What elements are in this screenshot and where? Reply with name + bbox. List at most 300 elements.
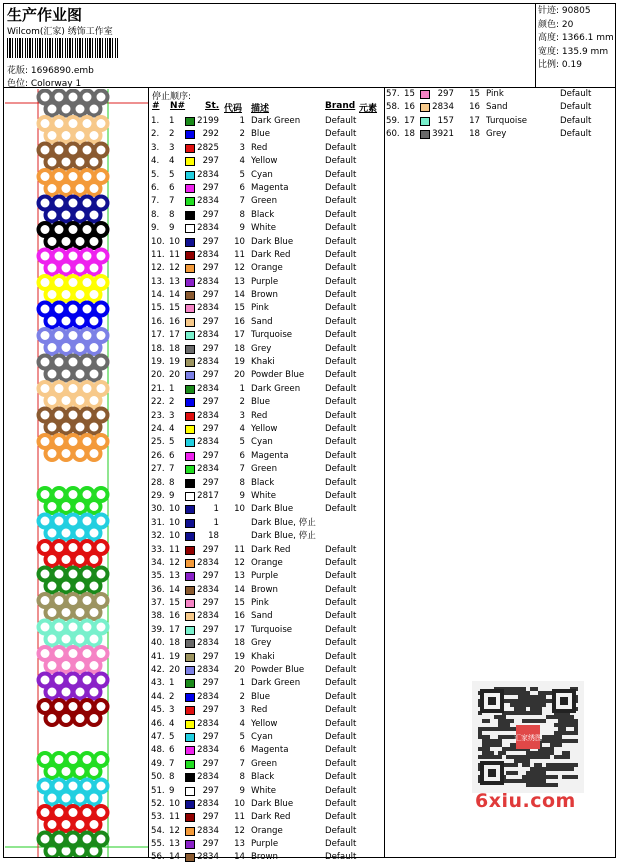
col-header-stitches: St. <box>205 101 220 111</box>
thread-brand: Default <box>325 651 357 662</box>
row-index: 42. <box>151 665 165 676</box>
stat-width: 宽度: 135.9 mm <box>538 46 609 57</box>
color-swatch <box>185 452 195 461</box>
needle-number: 4 <box>169 156 175 167</box>
row-index: 40. <box>151 638 165 649</box>
color-description: Blue <box>251 397 271 408</box>
stitch-count: 2834 <box>197 303 219 314</box>
color-swatch <box>185 171 195 180</box>
thread-brand: Default <box>325 276 357 287</box>
needle-number: 8 <box>169 209 175 220</box>
color-description: Pink <box>251 598 269 609</box>
row-index: 60. <box>386 129 400 140</box>
color-swatch <box>185 130 195 139</box>
thread-brand: Default <box>325 678 357 689</box>
stitch-count: 297 <box>202 839 219 850</box>
color-swatch <box>185 291 195 300</box>
stitch-count: 297 <box>202 705 219 716</box>
color-code: 1 <box>239 678 245 689</box>
color-swatch <box>185 733 195 742</box>
needle-number: 5 <box>169 169 175 180</box>
row-index: 47. <box>151 731 165 742</box>
row-index: 15. <box>151 303 165 314</box>
color-swatch <box>185 760 195 769</box>
color-description: Dark Blue, 停止 <box>251 531 316 542</box>
stitch-count: 292 <box>202 129 219 140</box>
col-header-desc: 描述 <box>251 104 270 114</box>
row-index: 41. <box>151 651 165 662</box>
preview-band <box>39 780 108 805</box>
needle-number: 13 <box>169 276 180 287</box>
thread-brand: Default <box>325 852 357 863</box>
stitch-count: 2834 <box>197 718 219 729</box>
color-swatch <box>185 653 195 662</box>
color-swatch <box>185 278 195 287</box>
row-index: 43. <box>151 678 165 689</box>
stitch-count: 2834 <box>197 611 219 622</box>
color-code: 16 <box>469 102 480 113</box>
page-title: 生产作业图 <box>7 6 83 24</box>
thread-brand: Default <box>325 638 357 649</box>
thread-brand: Default <box>560 89 592 99</box>
color-swatch <box>185 157 195 166</box>
needle-number: 13 <box>169 839 180 850</box>
color-code: 7 <box>239 758 245 769</box>
needle-number: 4 <box>169 718 175 729</box>
stitch-count: 1 <box>213 517 219 528</box>
stitch-count: 2834 <box>432 102 454 113</box>
stitch-count: 2825 <box>197 142 219 153</box>
preview-band <box>39 515 108 540</box>
stitch-count: 297 <box>202 156 219 167</box>
thread-brand: Default <box>325 665 357 676</box>
color-code: 17 <box>469 115 480 126</box>
stitch-count: 18 <box>208 531 219 542</box>
stitch-count: 297 <box>202 290 219 301</box>
color-code: 6 <box>239 182 245 193</box>
row-index: 57. <box>386 89 400 99</box>
needle-number: 9 <box>169 490 175 501</box>
thread-brand: Default <box>325 330 357 341</box>
color-code: 3 <box>239 410 245 421</box>
stitch-count: 2834 <box>197 169 219 180</box>
needle-number: 11 <box>169 544 180 555</box>
color-code: 4 <box>239 423 245 434</box>
stat-scale: 比例: 0.19 <box>538 60 582 70</box>
thread-brand: Default <box>325 423 357 434</box>
color-swatch <box>185 371 195 380</box>
row-index: 3. <box>151 142 160 153</box>
needle-number: 1 <box>169 383 175 394</box>
preview-band <box>39 568 108 593</box>
color-code: 7 <box>239 464 245 475</box>
row-index: 22. <box>151 397 165 408</box>
thread-brand: Default <box>325 584 357 595</box>
stitch-count: 1 <box>213 504 219 515</box>
color-swatch <box>185 304 195 313</box>
color-description: Dark Green <box>251 383 301 394</box>
color-swatch <box>185 626 195 635</box>
color-swatch <box>420 103 430 112</box>
needle-number: 10 <box>169 531 180 542</box>
col-header-num: N# <box>170 101 186 111</box>
preview-band <box>39 621 108 646</box>
needle-number: 20 <box>169 370 180 381</box>
color-code: 16 <box>234 316 245 327</box>
color-swatch <box>185 827 195 836</box>
preview-band <box>39 117 108 142</box>
needle-number: 1 <box>169 116 175 126</box>
color-code: 13 <box>234 276 245 287</box>
color-description: Orange <box>251 263 283 274</box>
color-description: White <box>251 490 276 501</box>
thread-brand: Default <box>325 490 357 501</box>
thread-brand: Default <box>325 450 357 461</box>
row-index: 36. <box>151 584 165 595</box>
needle-number: 3 <box>169 705 175 716</box>
color-description: Dark Blue <box>251 236 294 247</box>
color-code: 9 <box>239 490 245 501</box>
needle-number: 3 <box>169 410 175 421</box>
color-code: 14 <box>234 584 245 595</box>
row-index: 59. <box>386 115 400 126</box>
preview-band <box>39 488 108 513</box>
color-description: Black <box>251 772 275 783</box>
thread-brand: Default <box>325 812 357 823</box>
stitch-count: 2834 <box>197 357 219 368</box>
needle-number: 6 <box>169 182 175 193</box>
color-description: Brown <box>251 852 278 863</box>
color-code: 17 <box>234 330 245 341</box>
needle-number: 15 <box>169 598 180 609</box>
needle-number: 2 <box>169 691 175 702</box>
company-name: Wilcom(汇家) 绣饰工作室 <box>7 27 113 37</box>
stats-panel <box>538 5 614 73</box>
stitch-count: 297 <box>202 236 219 247</box>
color-swatch <box>420 117 430 126</box>
stitch-count: 2834 <box>197 638 219 649</box>
color-code: 2 <box>239 397 245 408</box>
stitch-count: 2834 <box>197 772 219 783</box>
color-swatch <box>185 840 195 849</box>
color-description: Magenta <box>251 745 289 756</box>
color-code: 5 <box>239 731 245 742</box>
row-index: 54. <box>151 825 165 836</box>
row-index: 23. <box>151 410 165 421</box>
thread-brand: Default <box>325 464 357 475</box>
needle-number: 15 <box>169 303 180 314</box>
stat-height: 高度: 1366.1 mm <box>538 33 614 43</box>
thread-brand: Default <box>325 758 357 769</box>
color-swatch <box>185 813 195 822</box>
color-swatch <box>420 90 430 99</box>
color-description: Cyan <box>251 731 273 742</box>
color-code: 10 <box>234 798 245 809</box>
stitch-count: 297 <box>202 785 219 796</box>
color-description: Magenta <box>251 182 289 193</box>
col-header-brand: Brand <box>325 101 356 111</box>
row-index: 53. <box>151 812 165 823</box>
color-swatch <box>185 586 195 595</box>
color-code: 4 <box>239 718 245 729</box>
needle-number: 16 <box>404 102 415 113</box>
needle-number: 16 <box>169 316 180 327</box>
color-swatch <box>185 853 195 862</box>
row-index: 9. <box>151 223 160 234</box>
color-description: Green <box>251 758 278 769</box>
stitch-count: 2834 <box>197 852 219 863</box>
color-code: 1 <box>239 383 245 394</box>
thread-brand: Default <box>325 357 357 368</box>
col-header-idx: # <box>152 101 160 111</box>
needle-number: 9 <box>169 223 175 234</box>
color-swatch <box>185 412 195 421</box>
color-description: Dark Red <box>251 249 291 260</box>
needle-number: 18 <box>169 638 180 649</box>
thread-brand: Default <box>325 209 357 220</box>
qr-code <box>472 681 584 793</box>
color-description: Purple <box>251 839 279 850</box>
color-swatch <box>185 666 195 675</box>
stitch-count: 2834 <box>197 665 219 676</box>
color-swatch <box>185 720 195 729</box>
color-description: Dark Blue <box>251 504 294 515</box>
needle-number: 10 <box>169 504 180 515</box>
stitch-count: 2834 <box>197 437 219 448</box>
thread-brand: Default <box>325 223 357 234</box>
row-index: 5. <box>151 169 160 180</box>
preview-band <box>39 144 108 169</box>
preview-band <box>39 806 108 831</box>
color-description: Red <box>251 410 268 421</box>
needle-number: 7 <box>169 758 175 769</box>
color-description: Red <box>251 142 268 153</box>
needle-number: 19 <box>169 357 180 368</box>
header-divider <box>3 87 616 88</box>
color-swatch <box>185 639 195 648</box>
thread-brand: Default <box>325 772 357 783</box>
color-description: Dark Green <box>251 678 301 689</box>
stitch-count: 297 <box>202 731 219 742</box>
color-description: Powder Blue <box>251 370 305 381</box>
color-description: Green <box>251 196 278 207</box>
thread-brand: Default <box>325 825 357 836</box>
thread-brand: Default <box>325 370 357 381</box>
color-code: 15 <box>234 303 245 314</box>
color-swatch <box>420 130 430 139</box>
thread-brand: Default <box>325 798 357 809</box>
row-index: 52. <box>151 798 165 809</box>
needle-number: 17 <box>404 115 415 126</box>
row-index: 14. <box>151 290 165 301</box>
color-description: Blue <box>251 129 271 140</box>
thread-brand: Default <box>560 115 592 126</box>
color-swatch <box>185 144 195 153</box>
row-index: 49. <box>151 758 165 769</box>
row-index: 35. <box>151 571 165 582</box>
thread-brand: Default <box>325 504 357 515</box>
thread-brand: Default <box>325 236 357 247</box>
preview-band <box>39 833 108 858</box>
needle-number: 12 <box>169 557 180 568</box>
barcode <box>7 38 119 58</box>
stitch-count: 297 <box>202 263 219 274</box>
needle-number: 9 <box>169 785 175 796</box>
thread-brand: Default <box>325 303 357 314</box>
needle-number: 6 <box>169 450 175 461</box>
stats-divider <box>535 3 536 88</box>
stitch-count: 2834 <box>197 584 219 595</box>
stat-stitches: 针迹: 90805 <box>538 6 591 16</box>
color-description: Turquoise <box>251 330 293 341</box>
thread-brand: Default <box>325 343 357 354</box>
color-swatch <box>185 612 195 621</box>
thread-brand: Default <box>325 705 357 716</box>
color-code: 13 <box>234 571 245 582</box>
preview-band <box>39 594 108 619</box>
color-description: Dark Red <box>251 544 291 555</box>
color-swatch <box>185 572 195 581</box>
preview-divider <box>148 87 149 858</box>
row-index: 28. <box>151 477 165 488</box>
thread-brand: Default <box>325 611 357 622</box>
color-code: 14 <box>234 290 245 301</box>
color-code: 18 <box>469 129 480 140</box>
color-code: 12 <box>234 557 245 568</box>
stitch-count: 297 <box>202 316 219 327</box>
stitch-count: 297 <box>437 89 454 99</box>
color-swatch <box>185 706 195 715</box>
color-description: Magenta <box>251 450 289 461</box>
color-code: 17 <box>234 624 245 635</box>
color-code: 10 <box>234 504 245 515</box>
color-swatch <box>185 238 195 247</box>
color-description: Dark Blue <box>251 798 294 809</box>
row-index: 18. <box>151 343 165 354</box>
preview-band <box>39 382 108 407</box>
row-index: 1. <box>151 116 160 126</box>
stitch-count: 2834 <box>197 464 219 475</box>
color-code: 10 <box>234 236 245 247</box>
row-index: 34. <box>151 557 165 568</box>
row-index: 50. <box>151 772 165 783</box>
stitch-count: 2834 <box>197 691 219 702</box>
row-index: 20. <box>151 370 165 381</box>
stitch-count: 2817 <box>197 490 219 501</box>
color-description: Turquoise <box>486 115 528 126</box>
stitch-count: 2834 <box>197 383 219 394</box>
stitch-count: 297 <box>202 423 219 434</box>
row-index: 31. <box>151 517 165 528</box>
color-swatch <box>185 197 195 206</box>
color-code: 13 <box>234 839 245 850</box>
stitch-count: 297 <box>202 598 219 609</box>
row-index: 6. <box>151 182 160 193</box>
row-index: 2. <box>151 129 160 140</box>
color-swatch <box>185 318 195 327</box>
color-swatch <box>185 425 195 434</box>
row-index: 39. <box>151 624 165 635</box>
color-code: 8 <box>239 477 245 488</box>
stitch-count: 297 <box>202 758 219 769</box>
row-index: 56. <box>151 852 165 863</box>
needle-number: 4 <box>169 423 175 434</box>
color-code: 2 <box>239 129 245 140</box>
thread-brand: Default <box>325 249 357 260</box>
stitch-count: 2834 <box>197 249 219 260</box>
stitch-count: 297 <box>202 370 219 381</box>
color-code: 11 <box>234 249 245 260</box>
colorway-label: 色位: Colorway 1 <box>7 79 82 89</box>
thread-brand: Default <box>325 383 357 394</box>
needle-number: 18 <box>169 343 180 354</box>
thread-brand: Default <box>325 731 357 742</box>
color-swatch <box>185 479 195 488</box>
color-swatch <box>185 398 195 407</box>
color-swatch <box>185 331 195 340</box>
row-index: 32. <box>151 531 165 542</box>
color-code: 19 <box>234 357 245 368</box>
needle-number: 12 <box>169 825 180 836</box>
row-index: 48. <box>151 745 165 756</box>
thread-brand: Default <box>325 290 357 301</box>
color-swatch <box>185 492 195 501</box>
stitch-count: 2834 <box>197 557 219 568</box>
color-description: Black <box>251 209 275 220</box>
stitch-count: 297 <box>202 397 219 408</box>
color-swatch <box>185 773 195 782</box>
thread-brand: Default <box>325 129 357 140</box>
color-description: Green <box>251 464 278 475</box>
row-index: 13. <box>151 276 165 287</box>
preview-band <box>39 223 108 248</box>
color-code: 6 <box>239 450 245 461</box>
qr-badge-text: 汇家绣图 <box>514 734 542 742</box>
watermark-site: 6xiu.com <box>475 790 576 812</box>
color-swatch <box>185 438 195 447</box>
color-description: Khaki <box>251 357 275 368</box>
thread-brand: Default <box>325 182 357 193</box>
color-description: Orange <box>251 557 283 568</box>
needle-number: 20 <box>169 665 180 676</box>
thread-brand: Default <box>325 169 357 180</box>
preview-band <box>39 435 108 460</box>
color-description: Sand <box>251 316 273 327</box>
thread-brand: Default <box>325 156 357 167</box>
color-swatch <box>185 693 195 702</box>
color-description: Cyan <box>251 169 273 180</box>
color-description: Purple <box>251 571 279 582</box>
row-index: 24. <box>151 423 165 434</box>
stitch-count: 297 <box>202 343 219 354</box>
needle-number: 1 <box>169 678 175 689</box>
thread-brand: Default <box>325 316 357 327</box>
stitch-count: 297 <box>202 477 219 488</box>
color-code: 15 <box>469 89 480 99</box>
thread-brand: Default <box>325 598 357 609</box>
preview-band <box>39 541 108 566</box>
stitch-count: 297 <box>202 209 219 220</box>
thread-brand: Default <box>325 718 357 729</box>
row-index: 11. <box>151 249 165 260</box>
row-index: 19. <box>151 357 165 368</box>
color-swatch <box>185 224 195 233</box>
color-description: Yellow <box>251 423 278 434</box>
color-description: Grey <box>251 638 272 649</box>
color-description: Yellow <box>251 156 278 167</box>
color-code: 12 <box>234 825 245 836</box>
color-description: Khaki <box>251 651 275 662</box>
